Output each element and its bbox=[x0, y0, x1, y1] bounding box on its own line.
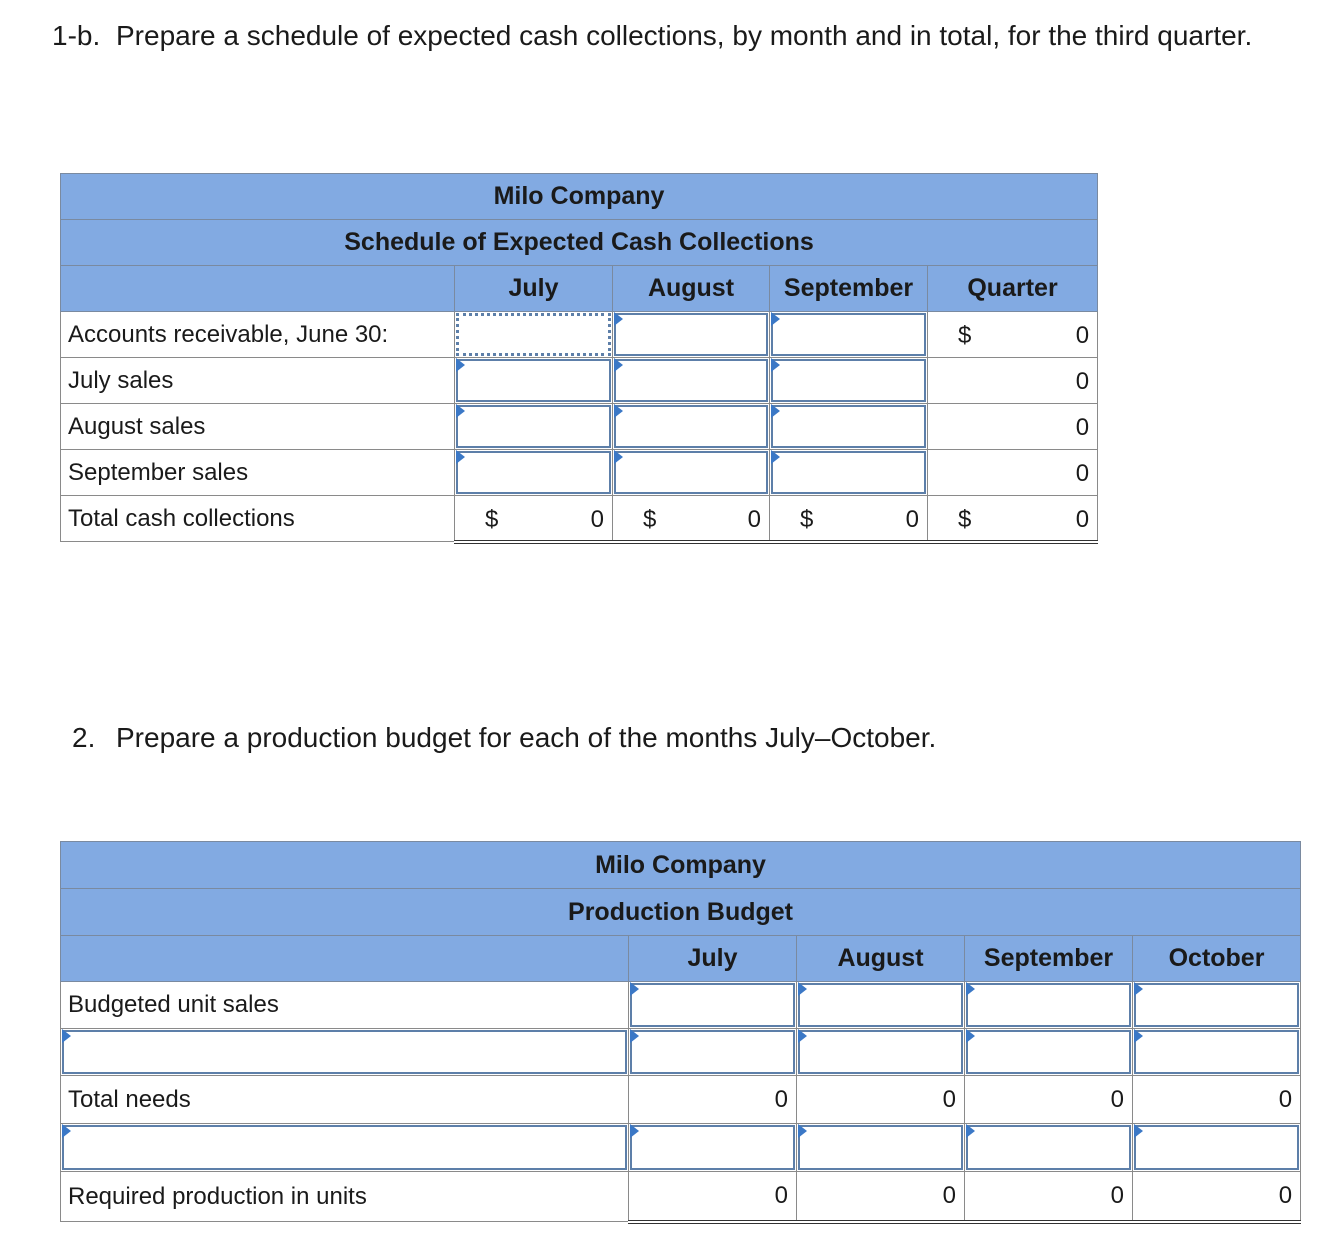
input-marker-icon bbox=[614, 450, 623, 464]
row-label: September sales bbox=[61, 450, 455, 496]
cash-col-quarter: Quarter bbox=[928, 266, 1098, 312]
input-marker-icon bbox=[966, 1029, 975, 1043]
input-marker-icon bbox=[456, 358, 465, 372]
computed-value: 0 bbox=[1075, 506, 1090, 533]
input-marker-icon bbox=[614, 312, 623, 326]
cash-row-july-sales bbox=[61, 358, 1098, 404]
input-marker-icon bbox=[771, 312, 780, 326]
question-1b-number: 1-b. bbox=[52, 20, 101, 51]
input-row4-july[interactable] bbox=[629, 1124, 797, 1172]
cash-table-header-blank bbox=[61, 266, 455, 312]
computed-value: 0 bbox=[1075, 460, 1090, 487]
input-marker-icon bbox=[456, 450, 465, 464]
input-field[interactable] bbox=[614, 359, 768, 402]
computed-value: 0 bbox=[942, 1182, 956, 1209]
input-marker-icon bbox=[771, 404, 780, 418]
value-julysales-quarter bbox=[928, 358, 1098, 404]
input-marker-icon bbox=[630, 1029, 639, 1043]
value-sepsales-quarter bbox=[928, 450, 1098, 496]
input-field[interactable] bbox=[456, 313, 611, 356]
total-needs-july bbox=[629, 1076, 797, 1124]
input-marker-icon bbox=[966, 982, 975, 996]
row-label: August sales bbox=[61, 404, 455, 450]
computed-value: 0 bbox=[1110, 1086, 1124, 1113]
input-field[interactable] bbox=[456, 405, 611, 448]
value-ar-quarter bbox=[928, 312, 1098, 358]
cash-col-august: August bbox=[613, 266, 770, 312]
input-marker-icon bbox=[456, 404, 465, 418]
input-marker-icon bbox=[798, 1029, 807, 1043]
computed-value: 0 bbox=[1075, 368, 1090, 395]
input-augsales-september[interactable] bbox=[770, 404, 928, 450]
input-field[interactable] bbox=[771, 405, 926, 448]
cash-row-august-sales bbox=[61, 404, 1098, 450]
production-budget-table bbox=[60, 841, 1301, 1224]
input-sales-august[interactable] bbox=[797, 982, 965, 1029]
input-row2-september[interactable] bbox=[965, 1029, 1133, 1076]
input-field[interactable] bbox=[966, 1125, 1131, 1170]
required-july bbox=[629, 1172, 797, 1222]
input-field[interactable] bbox=[966, 983, 1131, 1027]
input-field[interactable] bbox=[771, 313, 926, 356]
prod-row-ending-inventory bbox=[61, 1029, 1301, 1076]
cash-table-title: Schedule of Expected Cash Collections bbox=[61, 220, 1098, 266]
input-sales-july[interactable] bbox=[629, 982, 797, 1029]
prod-row-beginning-inventory bbox=[61, 1124, 1301, 1172]
input-row4-august[interactable] bbox=[797, 1124, 965, 1172]
input-field[interactable] bbox=[966, 1030, 1131, 1074]
input-marker-icon bbox=[630, 982, 639, 996]
input-field[interactable] bbox=[614, 451, 768, 494]
prod-col-august: August bbox=[797, 936, 965, 982]
question-1b-text: Prepare a schedule of expected cash collections, by month and in total, for the third quarter. bbox=[116, 20, 1253, 51]
question-2-text: Prepare a production budget for each of the months July–October. bbox=[116, 722, 937, 753]
row-label: July sales bbox=[61, 358, 455, 404]
input-marker-icon bbox=[966, 1124, 975, 1138]
row-label: Budgeted unit sales bbox=[61, 982, 629, 1029]
input-field[interactable] bbox=[798, 983, 963, 1027]
input-sales-october[interactable] bbox=[1133, 982, 1301, 1029]
required-august bbox=[797, 1172, 965, 1222]
input-row2-august[interactable] bbox=[797, 1029, 965, 1076]
input-row2-october[interactable] bbox=[1133, 1029, 1301, 1076]
computed-value: 0 bbox=[774, 1086, 788, 1113]
input-field[interactable] bbox=[630, 1030, 795, 1074]
computed-value: 0 bbox=[905, 506, 919, 533]
computed-value: 0 bbox=[1075, 322, 1090, 349]
prod-row-required-production bbox=[61, 1172, 1301, 1222]
total-needs-october bbox=[1133, 1076, 1301, 1124]
total-needs-september bbox=[965, 1076, 1133, 1124]
prod-row-budgeted-unit-sales bbox=[61, 982, 1301, 1029]
total-august bbox=[613, 496, 770, 542]
input-ar-july[interactable] bbox=[455, 312, 613, 358]
input-row-label[interactable] bbox=[61, 1029, 629, 1076]
computed-value: 0 bbox=[1278, 1182, 1293, 1209]
input-sepsales-july[interactable] bbox=[455, 450, 613, 496]
total-quarter bbox=[928, 496, 1098, 542]
total-july bbox=[455, 496, 613, 542]
total-needs-august bbox=[797, 1076, 965, 1124]
value-augsales-quarter bbox=[928, 404, 1098, 450]
input-sales-september[interactable] bbox=[965, 982, 1133, 1029]
input-marker-icon bbox=[62, 1029, 71, 1043]
currency-symbol: $ bbox=[958, 506, 972, 533]
input-marker-icon bbox=[771, 358, 780, 372]
computed-value: 0 bbox=[590, 506, 604, 533]
input-ar-august[interactable] bbox=[613, 312, 770, 358]
input-field[interactable] bbox=[630, 983, 795, 1027]
computed-value: 0 bbox=[1075, 414, 1090, 441]
input-marker-icon bbox=[1134, 982, 1143, 996]
row-label: Total cash collections bbox=[61, 496, 455, 542]
question-2 bbox=[72, 720, 936, 756]
question-2-number: 2. bbox=[72, 722, 96, 753]
required-october bbox=[1133, 1172, 1301, 1222]
cash-col-september: September bbox=[770, 266, 928, 312]
required-september bbox=[965, 1172, 1133, 1222]
row-label: Total needs bbox=[61, 1076, 629, 1124]
input-field[interactable] bbox=[1134, 983, 1299, 1027]
input-field[interactable] bbox=[1134, 1030, 1299, 1074]
computed-value: 0 bbox=[747, 506, 761, 533]
cash-col-july: July bbox=[455, 266, 613, 312]
input-field[interactable] bbox=[1134, 1125, 1299, 1170]
cash-collections-table bbox=[60, 173, 1098, 544]
input-row4-label[interactable] bbox=[61, 1124, 629, 1172]
input-marker-icon bbox=[614, 358, 623, 372]
row-label: Required production in units bbox=[61, 1172, 629, 1222]
input-julysales-august[interactable] bbox=[613, 358, 770, 404]
currency-symbol: $ bbox=[485, 506, 499, 533]
currency-symbol: $ bbox=[958, 322, 972, 349]
computed-value: 0 bbox=[1110, 1182, 1124, 1209]
input-field[interactable] bbox=[614, 405, 768, 448]
production-table-company: Milo Company bbox=[61, 842, 1301, 889]
input-row4-september[interactable] bbox=[965, 1124, 1133, 1172]
input-ar-september[interactable] bbox=[770, 312, 928, 358]
input-field[interactable] bbox=[798, 1125, 963, 1170]
cash-table-company: Milo Company bbox=[61, 174, 1098, 220]
input-field[interactable] bbox=[630, 1125, 795, 1170]
cash-row-total bbox=[61, 496, 1098, 542]
currency-symbol: $ bbox=[800, 506, 814, 533]
input-marker-icon bbox=[1134, 1124, 1143, 1138]
row-label: Accounts receivable, June 30: bbox=[61, 312, 455, 358]
cash-row-accounts-receivable bbox=[61, 312, 1098, 358]
input-field[interactable] bbox=[771, 359, 926, 402]
input-marker-icon bbox=[1134, 1029, 1143, 1043]
currency-symbol: $ bbox=[643, 506, 657, 533]
prod-col-october: October bbox=[1133, 936, 1301, 982]
input-marker-icon bbox=[62, 1124, 71, 1138]
input-field[interactable] bbox=[771, 451, 926, 494]
prod-col-july: July bbox=[629, 936, 797, 982]
input-sepsales-september[interactable] bbox=[770, 450, 928, 496]
input-field[interactable] bbox=[62, 1030, 627, 1074]
computed-value: 0 bbox=[774, 1182, 788, 1209]
input-field[interactable] bbox=[456, 451, 611, 494]
computed-value: 0 bbox=[1278, 1086, 1293, 1113]
input-marker-icon bbox=[771, 450, 780, 464]
input-row2-july[interactable] bbox=[629, 1029, 797, 1076]
input-field[interactable] bbox=[798, 1030, 963, 1074]
computed-value: 0 bbox=[942, 1086, 956, 1113]
input-field[interactable] bbox=[614, 313, 768, 356]
input-row4-october[interactable] bbox=[1133, 1124, 1301, 1172]
input-marker-icon bbox=[630, 1124, 639, 1138]
prod-col-september: September bbox=[965, 936, 1133, 982]
total-september bbox=[770, 496, 928, 542]
input-marker-icon bbox=[614, 404, 623, 418]
input-julysales-september[interactable] bbox=[770, 358, 928, 404]
production-table-header-blank bbox=[61, 936, 629, 982]
input-field[interactable] bbox=[456, 359, 611, 402]
prod-row-total-needs bbox=[61, 1076, 1301, 1124]
input-julysales-july[interactable] bbox=[455, 358, 613, 404]
input-marker-icon bbox=[798, 1124, 807, 1138]
production-table-title: Production Budget bbox=[61, 889, 1301, 936]
input-marker-icon bbox=[798, 982, 807, 996]
input-field[interactable] bbox=[62, 1125, 627, 1170]
cash-row-september-sales bbox=[61, 450, 1098, 496]
input-sepsales-august[interactable] bbox=[613, 450, 770, 496]
input-augsales-august[interactable] bbox=[613, 404, 770, 450]
input-augsales-july[interactable] bbox=[455, 404, 613, 450]
